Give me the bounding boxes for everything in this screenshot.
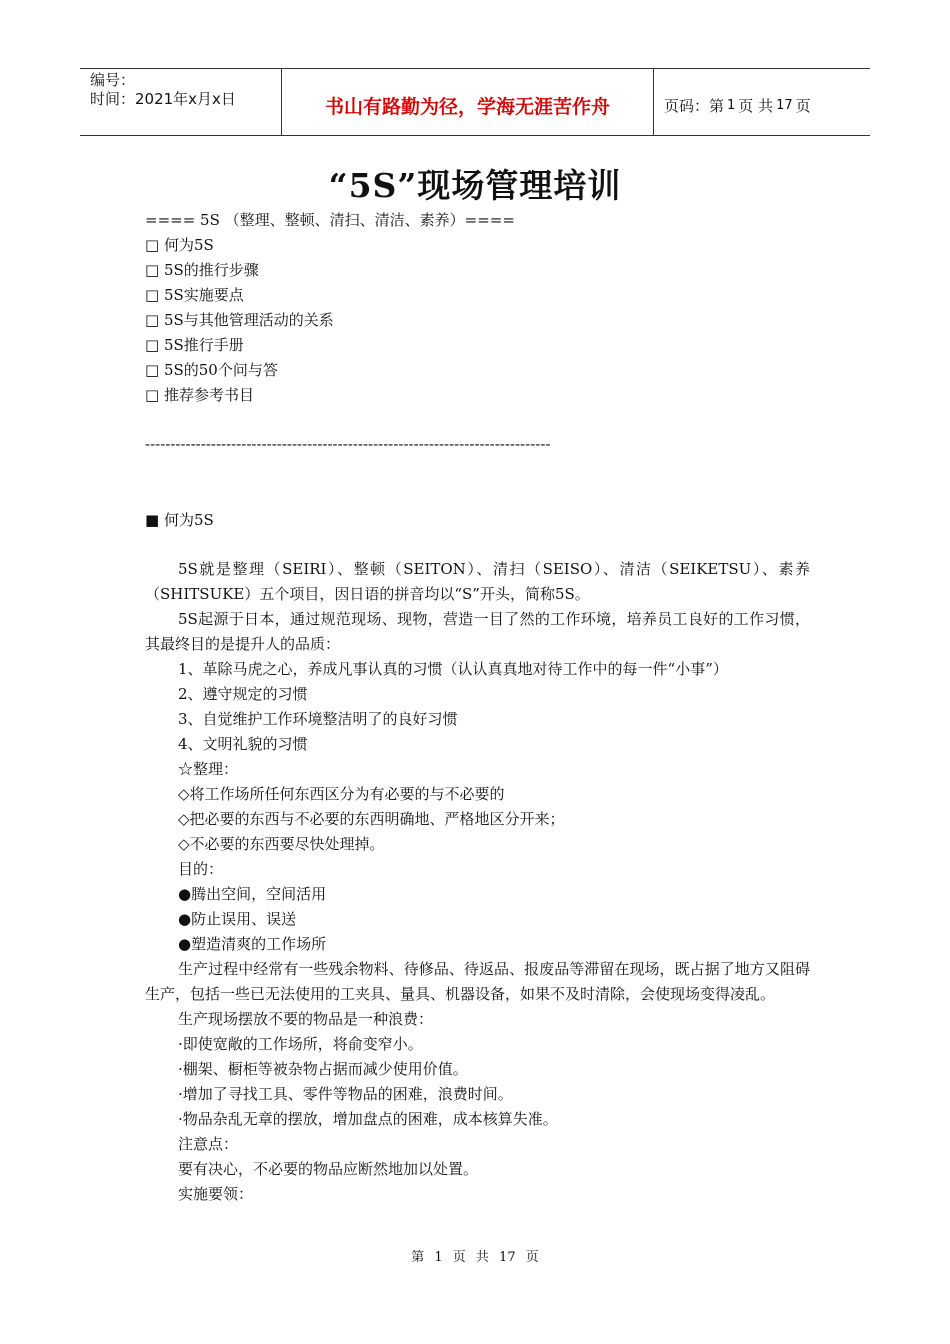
- toc-item: □ 5S推行手册: [145, 336, 244, 354]
- list-item: 4、文明礼貌的习惯: [178, 735, 308, 753]
- page-current: 1: [727, 97, 736, 113]
- list-item: ·增加了寻找工具、零件等物品的困难，浪费时间。: [178, 1085, 513, 1103]
- list-item: ·棚架、橱柜等被杂物占据而减少使用价值。: [178, 1060, 468, 1078]
- subheading: ☆整理：: [178, 760, 239, 778]
- time-label: 时间：2021年x月x日: [90, 90, 236, 108]
- paragraph: 5S起源于日本，通过规范现场、现物，营造一目了然的工作环境，培养员工良好的工作习惯，其最终目的是提升人的品质：: [145, 610, 810, 653]
- list-item: 要有决心，不必要的物品应断然地加以处置。: [178, 1160, 479, 1178]
- subheading: 目的：: [178, 860, 224, 878]
- code-label: 编号：: [90, 71, 136, 89]
- subheading: 注意点：: [178, 1135, 239, 1153]
- page-prefix: 页码：第: [664, 96, 725, 115]
- list-item: ◇将工作场所任何东西区分为有必要的与不必要的: [178, 785, 505, 803]
- subheading: 实施要领：: [178, 1185, 254, 1203]
- header-meta: [80, 69, 282, 135]
- document-title: “5S”现场管理培训: [328, 166, 622, 205]
- list-item: 生产现场摆放不要的物品是一种浪费：: [178, 1010, 434, 1028]
- separator-line: --------------------------------------------------------------------------------: [145, 435, 551, 453]
- list-item: 2、遵守规定的习惯: [178, 685, 308, 703]
- toc-item: □ 5S的50个问与答: [145, 361, 278, 379]
- list-item: ◇把必要的东西与不必要的东西明确地、严格地区分开来；: [178, 810, 565, 828]
- list-item: ●防止误用、误送: [178, 910, 297, 928]
- toc-item: □ 5S的推行步骤: [145, 261, 259, 279]
- list-item: ●塑造清爽的工作场所: [178, 935, 327, 953]
- page-header: [80, 68, 870, 136]
- page-footer: 第 1 页 共 17 页: [411, 1250, 539, 1265]
- paragraph: 5S就是整理（SEIRI）、整顿（SEITON）、清扫（SEISO）、清洁（SEIKETSU）、素养（SHITSUKE）五个项目，因日语的拼音均以“S”开头，简称5S。: [145, 560, 810, 603]
- toc-item: □ 5S实施要点: [145, 286, 244, 304]
- header-page-number: [654, 69, 870, 135]
- toc-item: □ 何为5S: [145, 236, 214, 254]
- header-motto: 书山有路勤为径，学海无涯苦作舟: [282, 69, 654, 135]
- page-mid: 页 共: [738, 96, 774, 115]
- toc-item: □ 5S与其他管理活动的关系: [145, 311, 334, 329]
- toc-item: □ 推荐参考书目: [145, 386, 254, 404]
- page-total: 17: [776, 97, 793, 113]
- table-of-contents: [145, 208, 810, 408]
- list-item: ·物品杂乱无章的摆放，增加盘点的困难，成本核算失准。: [178, 1110, 558, 1128]
- list-item: 1、革除马虎之心，养成凡事认真的习惯（认认真真地对待工作中的每一件“小事”）: [178, 660, 728, 678]
- section-heading: ■ 何为5S: [145, 511, 214, 529]
- list-item: ◇不必要的东西要尽快处理掉。: [178, 835, 385, 853]
- page-suffix: 页: [795, 96, 811, 115]
- list-item: ·即使宽敞的工作场所，将俞变窄小。: [178, 1035, 423, 1053]
- paragraph: 生产过程中经常有一些残余物料、待修品、待返品、报废品等滞留在现场，既占据了地方又阻碍生产，包括一些已无法使用的工夹具、量具、机器设备，如果不及时清除，会使现场变得凌乱。: [145, 960, 810, 1003]
- toc-heading: ==== 5S （整理、整顿、清扫、清洁、素养）====: [145, 211, 515, 229]
- body-text: [145, 557, 810, 1207]
- list-item: ●腾出空间，空间活用: [178, 885, 327, 903]
- list-item: 3、自觉维护工作环境整洁明了的良好习惯: [178, 710, 458, 728]
